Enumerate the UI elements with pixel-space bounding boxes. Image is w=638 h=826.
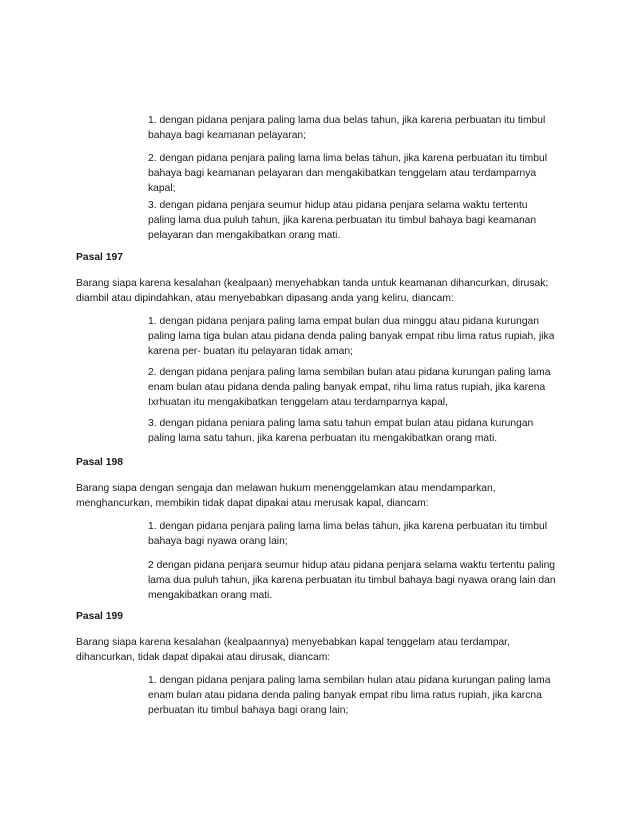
text-line: paling lama dua puluh tahun, jika karena perbuatan itu timbul bahaya bagi keamanan — [148, 215, 537, 227]
text-line: paling lama tiga bulan atau pidana denda paling banyak empat ribu lima ratus rupiah, jika — [148, 331, 555, 343]
text-line: mengakibatkan orang mati. — [148, 590, 273, 602]
text-line: 1. dengan pidana penjara paling lama sembilan hulan atau pidana kurungan paling lama — [148, 675, 551, 686]
section-heading: Pasal 199 — [76, 611, 123, 622]
text-line: kapal; — [148, 183, 176, 195]
text-line: 1. dengan pidana penjara paling lama dua belas tahun, jika karena perbuatan itu timbul — [148, 115, 546, 126]
section-intro — [76, 635, 510, 665]
list-item — [148, 673, 550, 719]
text-line: 3. dengan pidana peniara paling lama satu tahun empat bulan atau pidana kurungan — [148, 418, 534, 429]
list-item — [148, 314, 554, 360]
text-line: 2. dengan pidana penjara paling lama lima belas tahun, jika karena perbuatan itu timbul — [148, 153, 547, 164]
text-line: enam bulan atau pidana denda paling banyak empat ribu lima ratus rupiah, jika karcna — [148, 690, 542, 702]
text-line: lama dua puluh tahun, jika karena perbuatan itu timbul bahaya bagi nyawa orang lain dan — [148, 575, 556, 587]
section-intro — [76, 481, 496, 511]
list-item — [148, 113, 545, 143]
text-line: perbuatan itu timbul bahaya bagi orang lain; — [148, 705, 349, 717]
text-line: 2. dengan pidana penjara paling lama sembilan bulan atau pidana kurungan paling lama — [148, 367, 551, 378]
text-line: bahaya bagi keamanan pelayaran; — [148, 130, 307, 142]
list-item — [148, 198, 536, 244]
list-item — [148, 416, 533, 446]
text-line: Barang siapa karena kesalahan (kealpaan) menyehabkan tanda untuk keamanan dihancurkan, dirusak; — [76, 278, 549, 289]
text-line: 1. dengan pidana penjara paling lama lima belas tahun, jika karena perbuatan itu timbul — [148, 521, 547, 532]
text-line: Barang siapa dengan sengaja dan melawan hukum menenggelamkan atau mendamparkan, — [76, 483, 496, 494]
text-line: bahaya bagi nyawa orang lain; — [148, 536, 288, 548]
list-item — [148, 519, 547, 549]
list-item — [148, 151, 547, 197]
section-heading: Pasal 198 — [76, 457, 123, 468]
text-line: Ixrhuatan itu mengakibatkan tenggelam atau terdamparnya kapal, — [148, 397, 448, 409]
text-line: 3. dengan pidana penjara seumur hidup atau pidana penjara selama waktu tertentu — [148, 200, 528, 211]
text-line: Barang siapa karena kesalahan (kealpaannya) menyebabkan kapal tenggelam atau terdampar, — [76, 637, 510, 648]
text-line: menghancurkan, membikin tidak dapat dipakai atau merusak kapal, diancam: — [76, 498, 429, 510]
text-line: karena per- buatan itu pelayaran tidak aman; — [148, 346, 353, 358]
text-line: dihancurkan, tidak dapat dipakai atau dirusak, diancam: — [76, 652, 331, 664]
text-line: 1. dengan pidana penjara paling lama empat bulan dua minggu atau pidana kurungan — [148, 316, 540, 327]
text-line: enam bulan atau pidana denda paling banyak empat, rihu lima ratus rupiah, jika karena — [148, 382, 546, 394]
list-item — [148, 558, 556, 604]
text-line: pelayaran dan mengakibatkan orang mati. — [148, 230, 341, 242]
text-line: 2 dengan pidana penjara seumur hidup atau pidana penjara selama waktu tertentu paling — [148, 560, 556, 571]
text-line: bahaya bagi keamanan pelayaran dan mengakibatkan tenggelam atau terdamparnya — [148, 168, 537, 180]
text-line: diambil atau dipindahkan, atau menyebabkan dipasang anda yang keliru, diancam: — [76, 293, 454, 305]
section-heading: Pasal 197 — [76, 252, 123, 263]
text-line: paling lama satu tahun, jika karena perbuatan itu mengakibatkan orang mati. — [148, 433, 498, 445]
list-item — [148, 365, 550, 411]
section-intro — [76, 276, 548, 306]
